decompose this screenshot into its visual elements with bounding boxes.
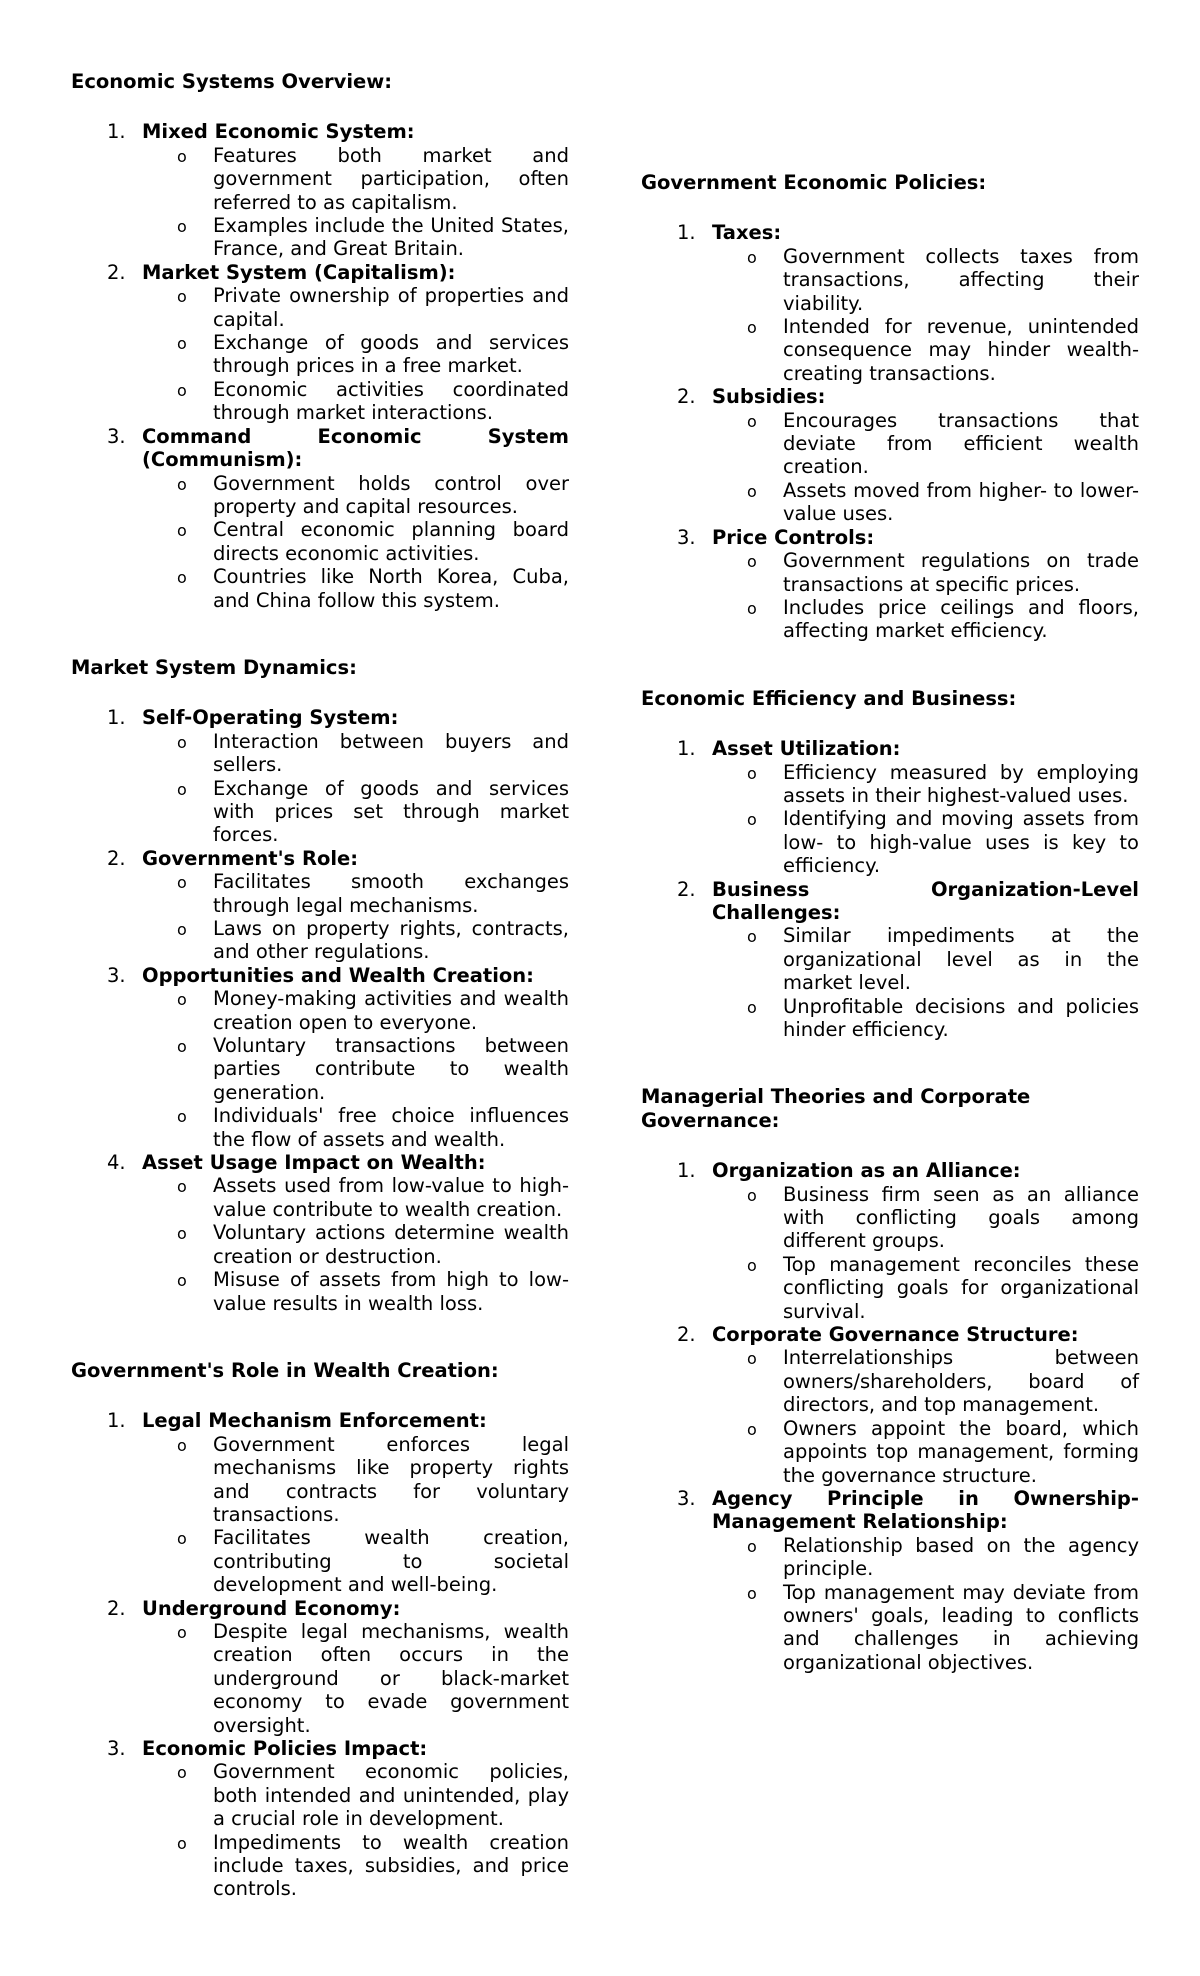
bullet-text: Government collects taxes from transactions, affecting their viability.	[783, 244, 1139, 315]
bullet-list	[712, 1183, 1139, 1323]
bullet-point	[712, 315, 1139, 385]
bullet-text: Features both market and government participation, often referred to as capitalism.	[213, 143, 569, 214]
bullet-text: Facilitates wealth creation, contributing to societal development and well-being.	[213, 1526, 569, 1597]
item-number: 2.	[677, 385, 696, 409]
numbered-list	[641, 1159, 1139, 1674]
bullet-point	[712, 409, 1139, 479]
bullet-icon: o	[177, 1037, 187, 1057]
numbered-list	[71, 706, 569, 1315]
bullet-text: Business firm seen as an alliance with conflicting goals among different groups.	[783, 1182, 1139, 1253]
bullet-list	[142, 870, 569, 964]
list-item	[71, 1597, 569, 1737]
bullet-icon: o	[747, 481, 757, 501]
bullet-text: Despite legal mechanisms, wealth creation often occurs in the underground or black-market economy to evade government oversight.	[213, 1619, 569, 1737]
bullet-icon: o	[747, 247, 757, 267]
item-heading: Underground Economy:	[142, 1596, 401, 1620]
bullet-point	[712, 995, 1139, 1042]
bullet-list	[712, 245, 1139, 385]
bullet-point	[142, 987, 569, 1034]
list-item	[641, 526, 1139, 643]
section-title: Government Economic Policies:	[641, 171, 987, 194]
list-item	[641, 878, 1139, 1042]
bullet-icon: o	[747, 997, 757, 1017]
bullet-icon: o	[747, 1185, 757, 1205]
list-item	[641, 1487, 1139, 1674]
bullet-text: Interrelationships between owners/shareholders, board of directors, and top management.	[783, 1346, 1139, 1417]
numbered-list	[71, 120, 569, 612]
bullet-icon: o	[747, 763, 757, 783]
section	[71, 1359, 569, 1901]
bullet-text: Laws on property rights, contracts, and other regulations.	[213, 917, 569, 964]
list-item	[71, 964, 569, 1151]
bullet-icon: o	[747, 1255, 757, 1275]
item-number: 4.	[107, 1151, 126, 1175]
item-heading: Government's Role:	[142, 846, 359, 870]
bullet-text: Interaction between buyers and sellers.	[213, 729, 569, 777]
bullet-text: Voluntary actions determine wealth creation or destruction.	[213, 1221, 569, 1268]
bullet-icon: o	[177, 1107, 187, 1127]
item-heading: Business Organization-Level Challenges:	[712, 877, 1139, 924]
bullet-text: Includes price ceilings and floors, affecting market efficiency.	[783, 595, 1139, 643]
bullet-point	[142, 1760, 569, 1830]
bullet-icon: o	[177, 1271, 187, 1291]
bullet-text: Efficiency measured by employing assets in their highest-valued uses.	[783, 760, 1139, 807]
bullet-text: Economic activities coordinated through market interactions.	[213, 377, 569, 425]
bullet-icon: o	[747, 1349, 757, 1369]
bullet-point	[142, 917, 569, 964]
bullet-icon: o	[747, 1536, 757, 1556]
bullet-point	[142, 472, 569, 519]
bullet-icon: o	[177, 1833, 187, 1853]
bullet-point	[142, 1268, 569, 1315]
bullet-point	[712, 1581, 1139, 1675]
bullet-icon: o	[177, 1622, 187, 1642]
list-item	[641, 221, 1139, 385]
bullet-list	[142, 1174, 569, 1314]
item-heading: Opportunities and Wealth Creation:	[142, 963, 534, 987]
bullet-text: Voluntary transactions between parties contribute to wealth generation.	[213, 1034, 569, 1104]
section	[641, 1085, 1139, 1674]
bullet-point	[142, 1034, 569, 1104]
bullet-list	[142, 730, 569, 847]
bullet-icon: o	[177, 521, 187, 541]
bullet-icon: o	[747, 1583, 757, 1603]
bullet-point	[712, 1534, 1139, 1581]
item-number: 2.	[107, 846, 126, 870]
bullet-point	[712, 1417, 1139, 1487]
bullet-icon: o	[747, 598, 757, 618]
bullet-icon: o	[747, 1419, 757, 1439]
bullet-text: Money-making activities and wealth creation open to everyone.	[213, 987, 569, 1034]
list-item	[641, 1323, 1139, 1487]
list-item	[71, 1409, 569, 1596]
bullet-icon: o	[177, 920, 187, 939]
bullet-icon: o	[177, 380, 187, 400]
item-number: 2.	[107, 1596, 126, 1620]
bullet-point	[142, 144, 569, 214]
item-number: 1.	[677, 1159, 696, 1183]
item-heading: Self-Operating System:	[142, 706, 399, 730]
list-item	[71, 706, 569, 846]
bullet-text: Misuse of assets from high to low-value results in wealth loss.	[213, 1268, 569, 1315]
item-heading: Subsidies:	[712, 385, 826, 409]
item-heading: Organization as an Alliance:	[712, 1159, 1021, 1183]
bullet-list	[712, 1346, 1139, 1486]
bullet-point	[142, 1831, 569, 1901]
list-item	[71, 1151, 569, 1315]
bullet-icon: o	[177, 990, 187, 1010]
bullet-point	[712, 245, 1139, 315]
item-number: 2.	[677, 1323, 696, 1347]
bullet-text: Encourages transactions that deviate from efficient wealth creation.	[783, 408, 1139, 479]
section	[641, 687, 1139, 1042]
bullet-point	[712, 807, 1139, 877]
bullet-point	[142, 1174, 569, 1221]
bullet-text: Government economic policies, both intended and unintended, play a crucial role in development.	[213, 1760, 569, 1831]
bullet-icon: o	[177, 146, 187, 166]
bullet-point	[142, 518, 569, 565]
item-heading: Price Controls:	[712, 525, 875, 549]
item-heading: Asset Usage Impact on Wealth:	[142, 1151, 486, 1175]
bullet-text: Intended for revenue, unintended consequence may hinder wealth-creating transactions.	[783, 315, 1139, 385]
bullet-text: Top management may deviate from owners' goals, leading to conflicts and challenges in achieving organizational objectives.	[783, 1580, 1139, 1674]
bullet-point	[142, 1221, 569, 1268]
section-title: Economic Systems Overview:	[71, 70, 393, 93]
left-column	[71, 70, 569, 1901]
bullet-list	[142, 1760, 569, 1900]
bullet-point	[142, 284, 569, 331]
bullet-point	[712, 479, 1139, 526]
bullet-text: Individuals' free choice influences the flow of assets and wealth.	[213, 1104, 569, 1151]
bullet-text: Central economic planning board directs economic activities.	[213, 518, 569, 565]
bullet-icon: o	[177, 1224, 187, 1244]
bullet-icon: o	[177, 1529, 187, 1549]
bullet-icon: o	[747, 552, 757, 572]
item-number: 3.	[677, 525, 696, 549]
item-heading: Mixed Economic System:	[142, 120, 415, 144]
bullet-icon: o	[747, 927, 757, 947]
bullet-text: Impediments to wealth creation include taxes, subsidies, and price controls.	[213, 1830, 569, 1901]
bullet-point	[142, 730, 569, 777]
bullet-list	[712, 549, 1139, 643]
item-heading: Command Economic System (Communism):	[142, 424, 569, 472]
bullet-point	[142, 1104, 569, 1151]
section-title: Managerial Theories and Corporate Governance:	[641, 1085, 1031, 1132]
bullet-text: Facilitates smooth exchanges through legal mechanisms.	[213, 870, 569, 917]
bullet-icon: o	[177, 287, 187, 307]
bullet-icon: o	[177, 873, 187, 893]
item-number: 3.	[107, 1737, 126, 1760]
bullet-icon: o	[177, 1177, 187, 1197]
section-title: Economic Efficiency and Business:	[641, 686, 1017, 710]
bullet-list	[712, 409, 1139, 526]
numbered-list	[641, 737, 1139, 1041]
bullet-icon: o	[177, 1763, 187, 1783]
list-item	[71, 847, 569, 964]
bullet-text: Exchange of goods and services through prices in a free market.	[213, 331, 569, 378]
bullet-text: Government regulations on trade transactions at specific prices.	[783, 549, 1139, 596]
item-number: 1.	[107, 120, 126, 144]
bullet-list	[142, 472, 569, 612]
item-number: 3.	[107, 424, 126, 448]
bullet-text: Countries like North Korea, Cuba, and China follow this system.	[213, 565, 569, 612]
bullet-list	[712, 924, 1139, 1041]
item-number: 1.	[677, 737, 696, 761]
bullet-text: Government enforces legal mechanisms like property rights and contracts for voluntary transactions.	[213, 1432, 569, 1526]
bullet-list	[142, 144, 569, 261]
bullet-icon: o	[177, 779, 187, 799]
bullet-point	[142, 1526, 569, 1596]
bullet-point	[712, 549, 1139, 596]
bullet-text: Examples include the United States, France, and Great Britain.	[213, 214, 569, 261]
bullet-point	[712, 924, 1139, 994]
numbered-list	[641, 221, 1139, 642]
bullet-text: Unprofitable decisions and policies hinder efficiency.	[783, 994, 1139, 1041]
item-heading: Corporate Governance Structure:	[712, 1323, 1079, 1347]
list-item	[641, 385, 1139, 525]
section-title: Government's Role in Wealth Creation:	[71, 1358, 499, 1382]
item-number: 3.	[107, 963, 126, 987]
bullet-icon: o	[177, 334, 187, 354]
section	[641, 171, 1139, 643]
item-number: 2.	[107, 260, 126, 284]
bullet-icon: o	[747, 318, 757, 338]
item-heading: Agency Principle in Ownership-Management Relationship:	[712, 1486, 1139, 1534]
list-item	[71, 1737, 569, 1901]
bullet-point	[142, 214, 569, 261]
bullet-point	[142, 1620, 569, 1737]
bullet-list	[142, 987, 569, 1151]
bullet-point	[142, 331, 569, 378]
bullet-text: Relationship based on the agency principle.	[783, 1533, 1139, 1581]
bullet-text: Identifying and moving assets from low- to high-value uses is key to efficiency.	[783, 807, 1139, 878]
list-item	[71, 261, 569, 425]
bullet-point	[712, 596, 1139, 643]
bullet-point	[142, 378, 569, 425]
bullet-list	[712, 1534, 1139, 1674]
bullet-point	[142, 565, 569, 612]
bullet-text: Owners appoint the board, which appoints top management, forming the governance structure.	[783, 1416, 1139, 1487]
bullet-list	[142, 1433, 569, 1597]
list-item	[71, 425, 569, 612]
item-number: 1.	[107, 1409, 126, 1433]
item-number: 3.	[677, 1486, 696, 1510]
bullet-icon: o	[177, 568, 187, 588]
item-number: 2.	[677, 877, 696, 901]
item-heading: Asset Utilization:	[712, 737, 901, 761]
item-heading: Economic Policies Impact:	[142, 1737, 428, 1760]
bullet-point	[712, 1183, 1139, 1253]
item-heading: Legal Mechanism Enforcement:	[142, 1409, 487, 1433]
list-item	[641, 1159, 1139, 1323]
bullet-text: Government holds control over property and capital resources.	[213, 471, 569, 518]
bullet-icon: o	[177, 217, 187, 237]
bullet-icon: o	[177, 474, 187, 494]
bullet-list	[142, 284, 569, 424]
bullet-text: Private ownership of properties and capital.	[213, 284, 569, 331]
bullet-text: Top management reconciles these conflicting goals for organizational survival.	[783, 1252, 1139, 1323]
bullet-point	[142, 777, 569, 847]
item-number: 1.	[677, 221, 696, 245]
bullet-list	[142, 1620, 569, 1737]
right-column	[641, 171, 1139, 1674]
bullet-icon: o	[177, 1435, 187, 1455]
item-number: 1.	[107, 706, 126, 730]
section	[71, 656, 569, 1315]
list-item	[71, 120, 569, 260]
bullet-point	[142, 870, 569, 917]
bullet-point	[142, 1433, 569, 1527]
section	[71, 70, 569, 612]
bullet-icon: o	[747, 411, 757, 431]
bullet-text: Assets moved from higher- to lower-value uses.	[783, 478, 1139, 526]
item-heading: Taxes:	[712, 221, 782, 245]
bullet-text: Similar impediments at the organizational level as in the market level.	[783, 924, 1139, 995]
bullet-icon: o	[177, 732, 187, 752]
bullet-text: Assets used from low-value to high-value contribute to wealth creation.	[213, 1174, 569, 1221]
bullet-icon: o	[747, 810, 757, 830]
section-title: Market System Dynamics:	[71, 655, 357, 679]
list-item	[641, 737, 1139, 877]
bullet-point	[712, 1253, 1139, 1323]
item-heading: Market System (Capitalism):	[142, 260, 456, 284]
bullet-list	[712, 761, 1139, 878]
bullet-text: Exchange of goods and services with prices set through market forces.	[213, 776, 569, 847]
numbered-list	[71, 1409, 569, 1901]
bullet-point	[712, 1346, 1139, 1416]
bullet-point	[712, 761, 1139, 808]
